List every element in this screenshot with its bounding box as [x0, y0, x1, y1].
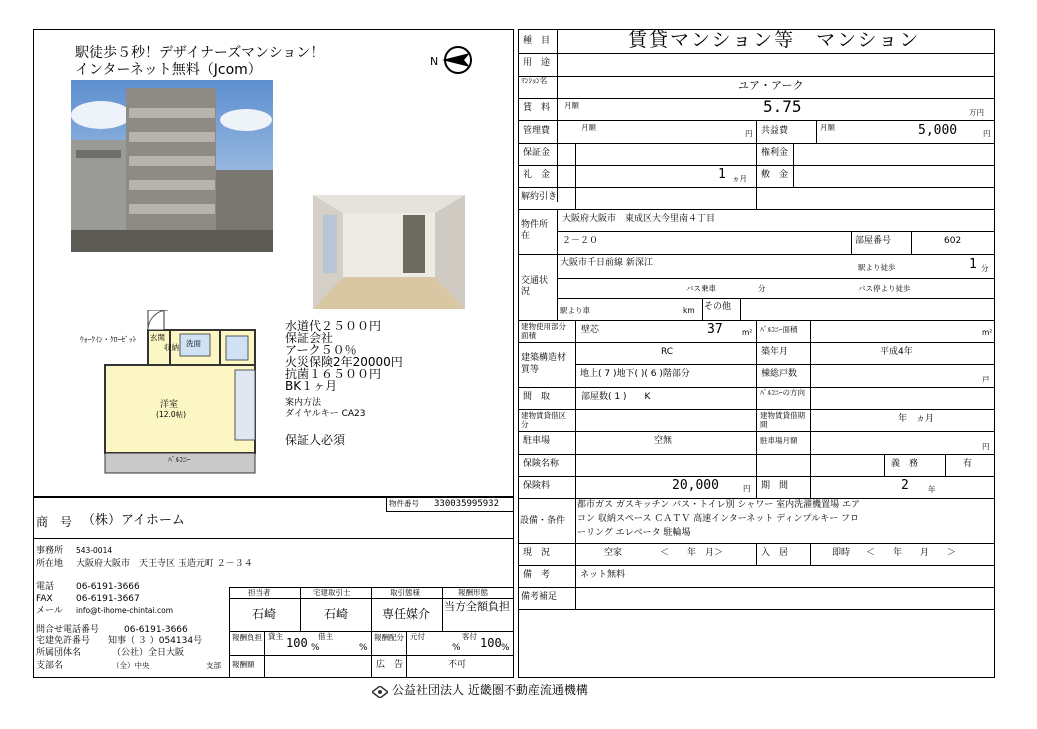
cancel-label: 解約引き — [521, 192, 558, 202]
fp-storage-label: 収納 — [164, 343, 179, 352]
common-label: 共益費 — [761, 126, 789, 136]
staff-head-fee: 報酬形態 — [458, 588, 488, 597]
staff-head-person: 担当者 — [248, 588, 271, 597]
fee-lessor-label: 貸主 — [268, 632, 283, 641]
shikikin-label: 敷 金 — [761, 170, 789, 180]
area-label: 建物使用部分面積 — [521, 322, 566, 340]
tel-value: 06-6191-3666 — [76, 582, 140, 592]
parking-label: 駐車場 — [523, 436, 551, 446]
reikin-unit: ヵ月 — [732, 174, 747, 183]
bus-min-unit: 分 — [758, 284, 766, 293]
common-sub: 月額 — [820, 123, 835, 132]
parking-fee-unit: 円 — [982, 442, 990, 451]
mail-label: メール — [36, 606, 63, 616]
equip-label: 設備・条件 — [520, 516, 566, 526]
trade-label: 商 号 — [36, 515, 73, 529]
fee-client-label: 客付 — [462, 632, 477, 641]
footer-org: 公益社団法人 近畿圏不動産流通機構 — [392, 683, 588, 697]
note-line: 保証会社 — [285, 331, 334, 345]
staff-fee: 当方全額負担 — [444, 600, 510, 613]
guide-label: 案内方法 — [285, 398, 322, 408]
struct-value: RC — [661, 347, 674, 357]
type-value: 賃貸マンション等 マンション — [628, 29, 921, 51]
lease-type-label: 建物賃貸借区分 — [521, 411, 566, 429]
staff-person: 石崎 — [252, 607, 277, 621]
built-label: 築年月 — [761, 347, 789, 357]
insurance-fee-value: 20,000 — [672, 478, 719, 493]
station-walk-label: 駅より徒歩 — [858, 263, 896, 272]
guarantor-note: 保証人必須 — [285, 433, 346, 447]
layout-value: 部屋数( 1 ) K — [581, 392, 651, 402]
branch-suffix: 支部 — [206, 661, 221, 670]
office-label: 事務所 — [36, 546, 64, 556]
use-label: 用 途 — [523, 58, 551, 68]
mgmt-sub: 月額 — [581, 123, 596, 132]
remarks-value: ネット無料 — [580, 570, 626, 580]
units-unit: 戸 — [982, 375, 990, 384]
fax-label: FAX — [36, 594, 53, 604]
location-line1: 大阪府大阪市 東成区大今里南４丁目 — [562, 214, 716, 224]
branch-value: （全）中央 — [112, 661, 150, 670]
staff-broker: 石崎 — [324, 607, 349, 621]
movein-label: 入 居 — [761, 548, 789, 558]
equip-line-2: コン 収納スペース ＣＡＴＶ 高速インターネット ディンプルキー フロ — [577, 514, 859, 524]
parking-fee-label: 駐車場月額 — [760, 436, 798, 445]
struct-label: 建築構造材質等 — [521, 353, 567, 375]
traffic-label: 交通状況 — [521, 276, 549, 297]
fee-pct-2: % — [359, 643, 368, 653]
staff-head-mode: 取引態様 — [390, 588, 420, 597]
room-no-label: 部屋番号 — [855, 236, 892, 246]
type-label: 種 目 — [523, 36, 551, 46]
notes-block — [285, 320, 485, 392]
mail-value[interactable]: info@t-ihome-chintai.com — [76, 606, 174, 615]
fee-burden-label: 報酬負担 — [232, 633, 262, 642]
fee-pct-4: % — [501, 643, 510, 653]
staff-head-broker: 宅建取引士 — [313, 588, 351, 597]
movein-date: ＜ 年 月 ＞ — [866, 548, 957, 558]
remarks-label: 備 考 — [523, 570, 551, 580]
by-car-label: 駅より車 — [560, 306, 590, 315]
fp-balcony-label: ﾊﾞﾙｺﾆｰ — [168, 455, 191, 464]
fax-value: 06-6191-3667 — [76, 594, 140, 604]
inquiry-tel: 06-6191-3666 — [124, 625, 188, 635]
units-label: 棟総戸数 — [761, 369, 798, 379]
mgmt-label: 管理費 — [523, 126, 551, 136]
name-value: ユア・アーク — [738, 79, 804, 92]
balcony-area-unit: m² — [982, 328, 993, 337]
property-no: 330035995932 — [434, 499, 500, 509]
duty-value: 有 — [963, 459, 973, 469]
term-label: 期 間 — [761, 481, 789, 491]
fp-room-label: 洋室 — [160, 400, 179, 410]
license-label: 宅建免許番号 — [36, 636, 91, 646]
term-value: 2 — [901, 478, 909, 493]
balcony-dir-label: ﾊﾞﾙｺﾆｰの方向 — [760, 388, 805, 397]
note-line: BK１ヶ月 — [285, 379, 338, 393]
insurance-fee-label: 保険料 — [523, 481, 551, 491]
reikin-value: 1 — [718, 167, 726, 182]
reikin-label: 礼 金 — [523, 170, 551, 180]
tel-label: 電話 — [36, 582, 55, 592]
note-line: 抗菌１６５００円 — [285, 367, 382, 381]
headline-1: 駅徒歩５秒！デザイナーズマンション！ — [75, 45, 325, 61]
floors-value: 地上( 7 )地下( )( 6 )階部分 — [580, 369, 690, 379]
built-value: 平成4年 — [880, 347, 913, 357]
address-label: 所在地 — [36, 559, 64, 569]
rent-unit: 万円 — [969, 108, 984, 117]
balcony-area-label: ﾊﾞﾙｺﾆｰ面積 — [760, 325, 798, 334]
mgmt-unit: 円 — [745, 129, 753, 138]
movein-value: 即時 — [832, 548, 851, 558]
walk-minutes: 1 — [969, 257, 977, 272]
note-line: アーク５０％ — [285, 343, 357, 357]
location-label: 物件所在 — [521, 220, 549, 241]
area-value: 37 — [707, 322, 723, 337]
note-line: 水道代２５００円 — [285, 319, 382, 333]
fee-alloc-label: 報酬配分 — [374, 633, 404, 642]
rent-label: 賃 料 — [523, 103, 551, 113]
footer-logo-icon — [372, 686, 388, 698]
layout-label: 間 取 — [523, 392, 551, 402]
bus-walk-label: バス停より徒歩 — [858, 284, 911, 293]
trade-name: （株）アイホーム — [82, 513, 185, 528]
lease-term-value: 年 ヵ月 — [898, 414, 935, 424]
fp-room-size: (12.0帖) — [156, 410, 187, 419]
name-label: ﾏﾝｼｮﾝ名 — [521, 76, 548, 85]
fee-client-value: 100 — [480, 636, 502, 650]
status-date: ＜ 年 月＞ — [660, 548, 724, 558]
deposit-label: 保証金 — [523, 148, 551, 158]
north-arrow-icon — [430, 44, 474, 76]
lease-term-label: 建物賃貸借期間 — [760, 411, 805, 429]
bus-ride-label: バス乗車 — [686, 284, 716, 293]
ad-label: 広 告 — [376, 660, 404, 670]
parking-value: 空無 — [654, 436, 673, 446]
equip-line-3: ーリング エレベータ 駐輪場 — [577, 528, 691, 538]
line-station: 大阪市千日前線 新深江 — [560, 258, 653, 268]
rent-sub: 月額 — [564, 101, 579, 110]
branch-label: 支部名 — [36, 661, 64, 671]
license-value: 知事（ ３ ）054134号 — [108, 636, 203, 646]
other-label: その他 — [704, 302, 732, 312]
fee-amount-label: 報酬額 — [232, 660, 255, 669]
floor-plan — [80, 310, 260, 475]
inquiry-label: 問合せ電話番号 — [36, 625, 100, 635]
office-zip: 543-0014 — [76, 546, 113, 555]
equip-line-1: 都市ガス ガスキッチン バス・トイレ別 シャワー 室内洗濯機置場 エア — [577, 500, 861, 510]
note-line: 火災保険2年20000円 — [285, 355, 403, 369]
address-value: 大阪府大阪市 天王寺区 玉造元町 ２－３４ — [76, 559, 253, 569]
fee-lessor-value: 100 — [286, 636, 308, 650]
walk-min-unit: 分 — [981, 264, 989, 273]
fp-washroom-label: 洗面 — [186, 339, 201, 348]
fee-pct-1: % — [311, 643, 320, 653]
room-no-value: 602 — [944, 236, 962, 246]
property-no-label: 物件番号 — [389, 499, 419, 508]
rent-value: 5.75 — [763, 97, 802, 116]
remarks-sup-label: 備考補足 — [521, 592, 558, 602]
key-money-label: 権利金 — [761, 148, 789, 158]
group-label: 所属団体名 — [36, 648, 82, 658]
interior-photo — [313, 195, 465, 309]
term-unit: 年 — [928, 485, 936, 494]
common-value: 5,000 — [918, 123, 958, 138]
headline-2: インターネット無料（Jcom） — [75, 62, 262, 78]
ad-value: 不可 — [448, 660, 467, 670]
duty-label: 義 務 — [891, 459, 919, 469]
guide-value: ダイヤルキー CA23 — [285, 409, 366, 419]
status-label: 現 況 — [523, 548, 551, 558]
status-value: 空家 — [604, 548, 623, 558]
fp-entrance-label: 玄関 — [150, 333, 165, 342]
area-unit: m² — [742, 328, 753, 337]
fee-lessee-label: 借主 — [318, 632, 333, 641]
fp-closet-label: ｳｫｰｸｲﾝ・ｸﾛｰｾﾞｯﾄ — [80, 335, 137, 344]
insurance-fee-unit: 円 — [743, 484, 751, 493]
staff-mode: 専任媒介 — [382, 607, 431, 621]
area-kind: 壁芯 — [581, 325, 600, 335]
fee-origin-label: 元付 — [410, 632, 425, 641]
building-photo — [71, 80, 273, 252]
group-value: （公社）全日大阪 — [112, 648, 185, 658]
svg-text:N: N — [430, 55, 439, 68]
km-unit: km — [683, 306, 695, 315]
location-line2: ２－２０ — [562, 236, 599, 246]
fee-pct-3: % — [452, 643, 461, 653]
insurance-name-label: 保険名称 — [523, 459, 560, 469]
common-unit: 円 — [983, 129, 991, 138]
